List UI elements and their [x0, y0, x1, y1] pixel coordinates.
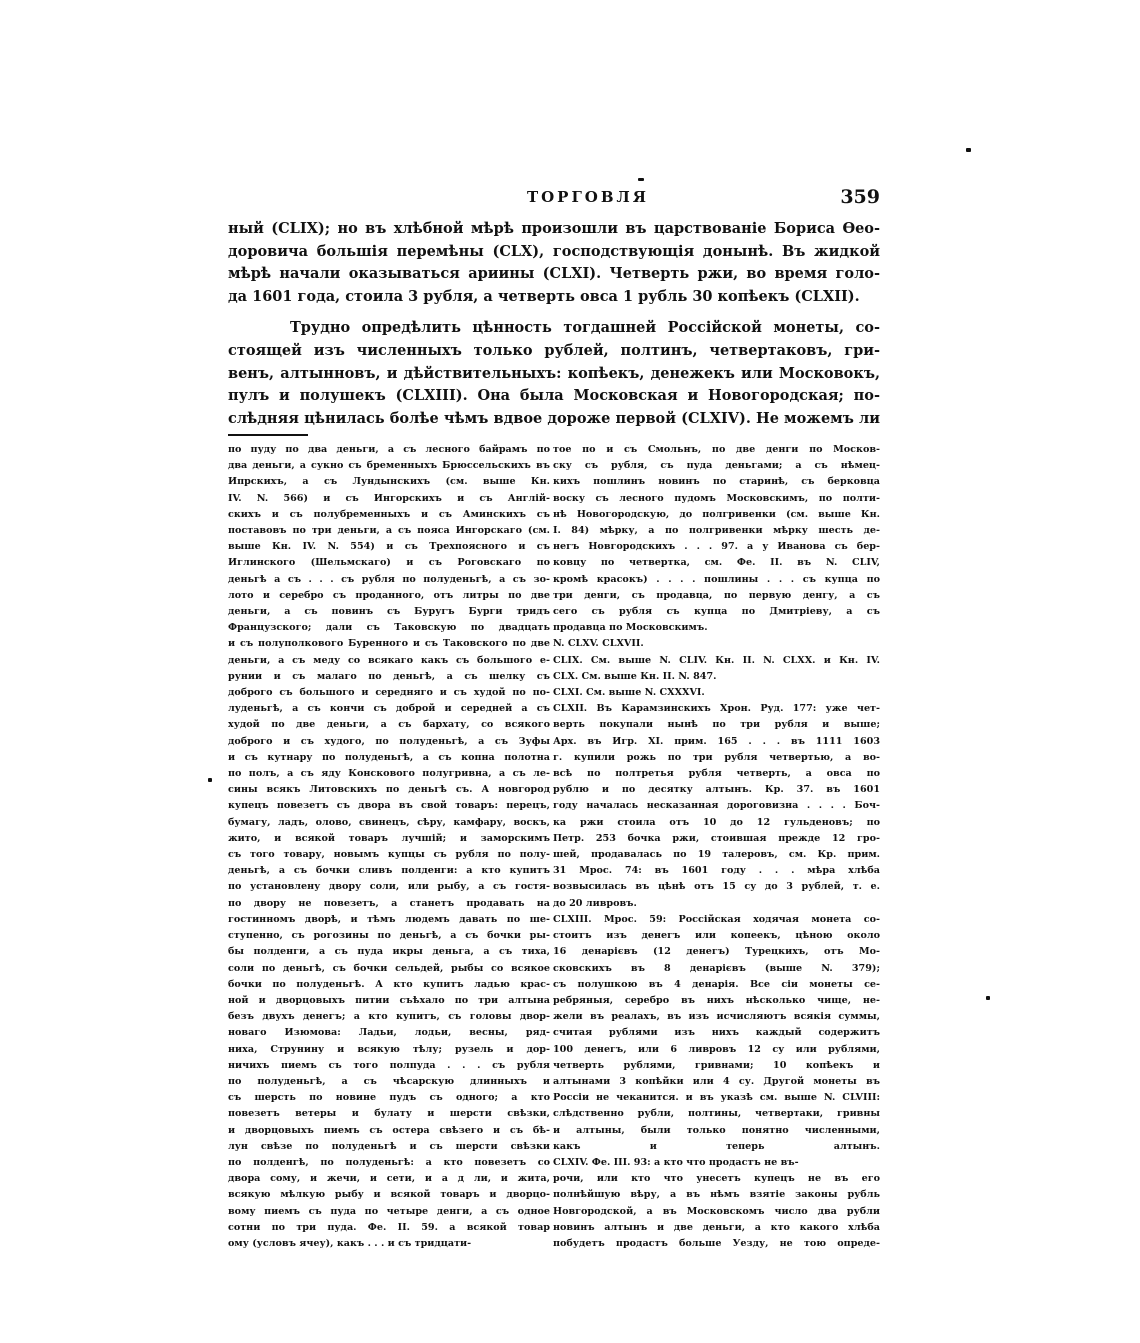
- footnote-line: рочи, или кто что унесетъ купецъ не въ его: [553, 1173, 880, 1185]
- main-body-text: [228, 218, 880, 430]
- footnote-line: сотни по три пуда. Фе. II. 59. а всякой товар: [228, 1221, 550, 1233]
- footnote-line: соли по деньгѣ, съ бочки сельдей, рыбы со всякое: [228, 962, 550, 974]
- footnote-line: рублю и по десятку алтынъ. Кр. 37. въ 1601: [553, 784, 880, 796]
- footnote-line: 100 денегъ, или 6 ливровъ 12 су или рублями,: [553, 1043, 880, 1055]
- footnote-line: и алтыны, были только понятно численными,: [553, 1124, 880, 1136]
- ink-speck: [966, 148, 971, 152]
- footnote-line: ступенно, съ рогозины по деньгѣ, а съ бочки ры-: [228, 930, 550, 942]
- footnote-line: скихъ и съ полубременныхъ и съ Аминскихъ съ: [228, 508, 550, 520]
- footnote-line: жели въ реалахъ, въ изъ исчисляютъ всякія суммы,: [553, 1011, 880, 1023]
- ink-speck: [208, 778, 212, 782]
- footnote-line: два деньги, а сукно съ бременныхъ Брюссельскихъ въ: [228, 460, 550, 472]
- footnote-line: рунии и съ малаго по деньгѣ, а съ шелку съ: [228, 670, 550, 682]
- footnote-line: деньгѣ, а съ бочки сливъ полденги: а кто купитъ: [228, 865, 550, 877]
- body-line: слѣдняя цѣнилась болѣе чѣмъ вдвое дороже первой (CLXIV). Не можемъ ли: [228, 409, 880, 427]
- footnote-line: шей, продавалась по 19 талеровъ, см. Кр. прим.: [553, 849, 880, 861]
- footnote-line: купецъ повезетъ съ двора въ свой товаръ: перецъ,: [228, 800, 550, 812]
- footnote-line: продавца по Московскимъ.: [553, 622, 708, 634]
- footnote-line: и съ кутнару по полуденьгѣ, а съ копна полотна: [228, 751, 550, 763]
- footnote-line: съ полушкою въ 4 денарія. Все сіи монеты се-: [553, 978, 880, 990]
- footnote-line: I. 84) мѣрку, а по полгривенки мѣрку шесть де-: [553, 525, 880, 537]
- footnote-line: деньги, а съ повинъ съ Буругъ Бурги тридъ: [228, 606, 550, 618]
- footnote-line: ковцу по четвертка, см. Фе. II. въ N. CLIV,: [553, 557, 880, 569]
- footnote-line: ной и дворцовыхъ питии съѣхало по три алтына: [228, 994, 550, 1006]
- footnotes-right-column: [553, 442, 880, 1252]
- footnote-line: стоитъ изъ денегъ или копеекъ, цѣною около: [553, 930, 880, 942]
- footnote-line: съ шерсть по новине пудъ съ одного; а кто: [228, 1092, 550, 1104]
- footnote-line: четверть рублями, гривнами; 10 копѣекъ и: [553, 1059, 880, 1071]
- footnote-line: ниха, Струнину и всякую тѣлу; рузель и дор-: [228, 1043, 550, 1055]
- footnote-line: CLXIII. Мрос. 59: Россійская ходячая монета со-: [553, 913, 880, 925]
- footnote-line: считая рублями изъ нихъ каждый содержитъ: [553, 1027, 880, 1039]
- footnote-line: CLIX. См. выше N. CLIV. Кн. II. N. CLXX. и Кн. IV.: [553, 654, 880, 666]
- footnote-line: безъ двухъ денегъ; а кто купитъ, съ головы двор-: [228, 1011, 550, 1023]
- body-line: доровича большія перемѣны (CLX), господствующія донынѣ. Въ жидкой: [228, 242, 880, 260]
- body-line: мѣрѣ начали оказываться ариины (CLXI). Четверть ржи, во время голо-: [228, 265, 880, 283]
- footnote-line: по установлену двору соли, или рыбу, а съ гостя-: [228, 881, 550, 893]
- footnote-line: воску съ лесного пудомъ Московскимъ, по полти-: [553, 492, 880, 504]
- body-line: пулъ и полушекъ (CLXIII). Она была Московская и Новогородская; по-: [228, 387, 880, 405]
- footnote-line: по пуду по два деньги, а съ лесного байрамъ по: [228, 444, 550, 455]
- footnote-line: г. купили рожь по три рубля четвертью, а во-: [553, 751, 880, 763]
- footnote-line: Россіи не чеканится. и въ указѣ см. выше N. CLVIII:: [553, 1092, 880, 1104]
- footnote-line: ка ржи стоила отъ 10 до 12 гульденовъ; по: [553, 816, 880, 828]
- footnote-line: сего съ рубля съ купца по Дмитріеву, а съ: [553, 606, 880, 618]
- footnote-line: по полъ, а съ яду Конскового полугривна, а съ ле-: [228, 768, 550, 780]
- footnote-line: Иглинского (Шельмскаго) и съ Роговскаго по: [228, 557, 550, 569]
- footnote-line: поставовъ по три деньги, а съ пояса Ингорскаго (см.: [228, 525, 550, 537]
- footnote-line: выше Кн. IV. N. 554) и съ Трехпоясного и съ: [228, 541, 550, 553]
- footnote-line: N. CLXV. CLXVII.: [553, 638, 644, 650]
- footnote-line: Французского; дали съ Таковскую по двадцать: [228, 622, 550, 634]
- footnote-line: сины всякъ Литовскихъ по деньгѣ съ. А новгород: [228, 784, 550, 796]
- footnote-line: повезетъ ветеры и булату и шерсти свѣзки,: [228, 1108, 550, 1120]
- footnote-line: до 20 ливровъ.: [553, 897, 637, 909]
- footnote-line: двора сому, и жечи, и сети, и а д ли, и жита,: [228, 1173, 550, 1185]
- ink-speck: [638, 178, 644, 181]
- page-header: [228, 188, 880, 214]
- footnote-line: по полденгѣ, по полуденьгѣ: а кто повезетъ со: [228, 1156, 550, 1168]
- ink-speck: [986, 996, 990, 1000]
- footnote-line: Ипрскихъ, а съ Лундынскихъ (см. выше Кн.: [228, 476, 550, 488]
- body-line: да 1601 года, стоила 3 рубля, а четверть овса 1 рубль 30 копѣекъ (CLXII).: [228, 287, 860, 305]
- footnote-line: новаго Изюмова: Ладьи, лодьи, весны, ряд-: [228, 1027, 550, 1039]
- footnote-line: возвысилась въ цѣнѣ отъ 15 су до 3 рублей, т. е.: [553, 881, 880, 893]
- footnote-line: ничихъ пиемъ съ того полпуда . . . съ рубля: [228, 1059, 550, 1071]
- footnote-line: сковскихъ въ 8 денарієвъ (выше N. 379);: [553, 962, 880, 974]
- footnote-line: ому (условъ ячеу), какъ . . . и съ тридцати-: [228, 1237, 472, 1249]
- footnote-line: Новгородской, а въ Московскомъ число два рубли: [553, 1205, 880, 1217]
- footnote-line: худой по две деньги, а съ бархату, со всякого: [228, 719, 550, 731]
- body-line: ный (CLIX); но въ хлѣбной мѣрѣ произошли въ царствованіе Бориса Ѳео-: [228, 220, 880, 237]
- footnote-line: CLXIV. Фе. III. 93: а кто что продастъ не въ-: [553, 1156, 799, 1168]
- footnote-line: по двору не повезетъ, а станетъ продавать на: [228, 897, 550, 909]
- footnote-line: кихъ пошлинъ новинъ по старинѣ, съ берковца: [553, 476, 880, 488]
- footnote-line: какъ и теперь алтынъ.: [553, 1140, 880, 1152]
- footnote-line: новинъ алтынъ и две деньги, а кто какого хлѣба: [553, 1221, 880, 1233]
- footnote-line: деньгѣ а съ . . . съ рубля по полуденьгѣ, а съ зо-: [228, 573, 550, 585]
- footnote-line: доброго съ большого и середняго и съ худой по по-: [228, 687, 550, 699]
- footnote-line: и съ полуполкового Буренного и съ Таковского по две: [228, 638, 550, 650]
- footnote-line: бочки по полуденьгѣ. А кто купитъ ладью крас-: [228, 978, 550, 990]
- footnote-line: съ того товару, новымъ купцы съ рубля по полу-: [228, 849, 550, 861]
- footnote-line: CLXI. См. выше N. CXXXVI.: [553, 687, 705, 699]
- footnote-line: ску съ рубля, съ пуда деньгами; а съ нѣмец-: [553, 460, 880, 472]
- body-line: стоящей изъ численныхъ только рублей, полтинъ, четвертаковъ, гри-: [228, 341, 880, 359]
- footnote-line: негъ Новгородскихъ . . . 97. а у Иванова съ бер-: [553, 541, 880, 553]
- footnote-line: лото и серебро съ проданного, отъ литры по две: [228, 589, 550, 601]
- footnote-line: вому пиемъ съ пуда по четыре денги, а съ одное: [228, 1205, 550, 1217]
- footnote-line: году началась несказанная дороговизна . . . . Боч-: [553, 800, 880, 812]
- footnote-line: Петр. 253 бочка ржи, стоившая прежде 12 гро-: [553, 832, 880, 844]
- footnote-line: 16 денарієвъ (12 денегъ) Турецкихъ, отъ Мо-: [553, 946, 880, 958]
- footnote-line: бы полденги, а съ пуда икры деньга, а съ тиха,: [228, 946, 550, 958]
- footnote-line: 31 Мрос. 74: въ 1601 году . . . мѣра хлѣба: [553, 865, 880, 877]
- footnote-line: луденьгѣ, а съ кончи съ доброй и середней а съ: [228, 703, 550, 715]
- footnote-line: побудетъ продастъ больше Уезду, не тою опреде-: [553, 1237, 880, 1249]
- footnote-line: Арх. въ Игр. XI. прим. 165 . . . въ 1111 1603: [553, 735, 880, 747]
- body-line: Трудно опредѣлить цѣнность тогдашней Россійской монеты, со-: [290, 319, 880, 337]
- footnote-line: деньги, а съ меду со всякаго какъ съ большого е-: [228, 654, 550, 666]
- footnote-line: CLXII. Въ Карамзинскихъ Хрон. Руд. 177: уже чет-: [553, 703, 880, 715]
- footnote-line: полнѣйшую вѣру, а въ нѣмъ взятіе законы рубль: [553, 1189, 880, 1201]
- footnote-line: IV. N. 566) и съ Ингорскихъ и съ Англій-: [228, 492, 550, 504]
- footnote-line: тое по и съ Смольнъ, по две денги по Москов-: [553, 444, 880, 455]
- footnote-line: всякую мѣлкую рыбу и всякой товаръ и дворцо-: [228, 1189, 550, 1201]
- running-title: ТОРГОВЛЯ: [526, 188, 650, 206]
- footnote-line: по полуденьгѣ, а съ чѣсарскую длинныхъ и: [228, 1075, 550, 1087]
- page-number: 359: [840, 186, 880, 208]
- footnote-line: алтынами 3 копѣйки или 4 су. Другой монеты въ: [553, 1075, 880, 1087]
- footnote-line: слѣдственно рубли, полтины, четвертаки, гривны: [553, 1108, 880, 1120]
- footnote-line: всѣ по полтретья рубля четверть, а овса по: [553, 768, 880, 780]
- footnote-line: кромѣ красокъ) . . . . пошлины . . . съ купца по: [553, 573, 880, 585]
- footnote-line: верть покупали нынѣ по три рубля и выше;: [553, 719, 880, 731]
- footnote-separator: [228, 434, 308, 436]
- footnote-line: три денги, съ продавца, по первую денгу, а съ: [553, 589, 880, 601]
- footnote-line: лун свѣзе по полуденьгѣ и съ шерсти свѣзки: [228, 1140, 550, 1152]
- body-line: венъ, алтынновъ, и дѣйствительныхъ: копѣекъ, денежекъ или Московокъ,: [228, 364, 880, 382]
- footnote-line: CLX. См. выше Кн. II. N. 847.: [553, 670, 717, 682]
- footnotes-left-column: [228, 442, 550, 1252]
- footnote-line: ребряныя, серебро въ нихъ нѣсколько чище, не-: [553, 994, 880, 1006]
- footnote-line: гостинномъ дворѣ, и тѣмъ людемъ давать по ше-: [228, 913, 550, 925]
- footnote-line: нѣ Новогородскую, до полгривенки (см. выше Кн.: [553, 508, 880, 520]
- footnote-line: и дворцовыхъ пиемъ съ остера свѣзего и съ бѣ-: [228, 1124, 550, 1136]
- footnote-line: доброго и съ худого, по полуденьгѣ, а съ Зуфы: [228, 735, 550, 747]
- footnote-line: бумагу, ладъ, олово, свинецъ, сѣру, камфару, воскъ,: [228, 816, 550, 828]
- footnote-line: жито, и всякой товаръ лучшій; и заморскимъ: [228, 832, 550, 844]
